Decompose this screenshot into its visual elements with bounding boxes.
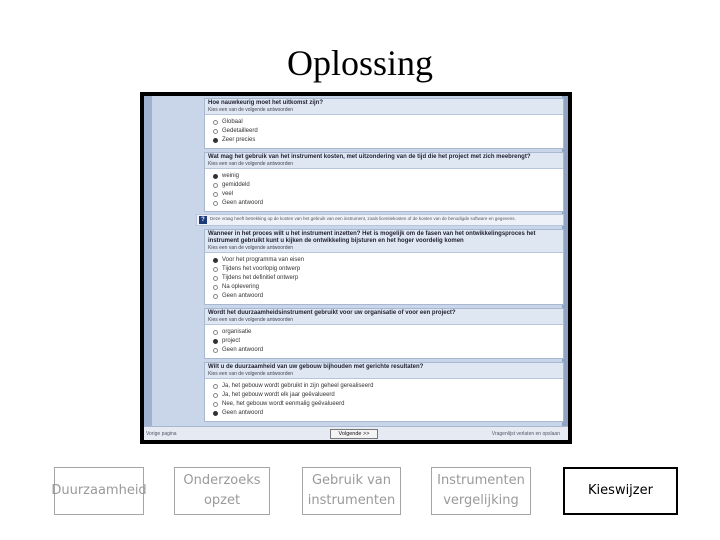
option-label: veel [222,191,234,197]
question-subtitle: Kies een van de volgende antwoorden [208,161,294,167]
survey-screenshot [140,92,572,444]
question-header [205,153,563,169]
nav-button-instrumenten-vergelijking[interactable]: Instrumenten vergelijking [431,467,531,515]
radio-button-selected[interactable] [213,411,218,416]
option-label: gemiddeld [222,182,250,188]
option-label: Na oplevering [222,284,260,290]
option-label: Geen antwoord [222,347,264,353]
question-list [201,98,564,425]
option-label: Geen antwoord [222,293,264,299]
option-label: Voor het programma van eisen [222,257,305,263]
question-header [205,230,563,253]
question-subtitle: Kies een van de volgende antwoorden [208,317,294,323]
option-row[interactable] [213,118,559,127]
question-block-accuracy [204,98,564,149]
option-row[interactable] [213,274,559,283]
option-list [209,382,559,418]
question-title: Hoe nauwkeurig moet het uitkomst zijn? [208,100,324,106]
question-title: Wat mag het gebruik van het instrument kosten, met uitzondering van de tijd die het project met zich meebrengt? [208,154,531,160]
radio-button[interactable] [213,276,218,281]
option-row[interactable] [213,292,559,301]
option-list [209,256,559,301]
option-row[interactable] [213,346,559,355]
option-label: Geen antwoord [222,410,264,416]
survey-footer [144,426,568,440]
radio-button[interactable] [213,330,218,335]
option-label: Tijdens het definitief ontwerp [222,275,299,281]
radio-button[interactable] [213,192,218,197]
question-title: Wordt het duurzaamheidsinstrument gebruikt voor uw organisatie of voor een project? [208,310,456,316]
radio-button[interactable] [213,267,218,272]
option-label: Globaal [222,119,243,125]
option-row[interactable] [213,382,559,391]
question-title: Wanneer in het proces wilt u het instrument inzetten? Het is mogelijk om de fasen van het ontwikkelingsproces het instrument gebruikt kunt u kijken de ontwikkeling bijsturen en het hoger voordelig komen [208,231,536,244]
option-row[interactable] [213,190,559,199]
question-header [205,99,563,115]
option-row[interactable] [213,391,559,400]
left-gutter [144,96,152,440]
option-label: Ja, het gebouw wordt gebruikt in zijn geheel gerealiseerd [222,383,374,389]
radio-button[interactable] [213,393,218,398]
option-row[interactable] [213,256,559,265]
question-header [205,363,563,379]
previous-page-link[interactable]: Vorige pagina [146,431,177,437]
help-note [196,214,564,226]
question-mark-icon[interactable]: ? [199,216,207,224]
radio-button-selected[interactable] [213,174,218,179]
question-title: Wilt u de duurzaamheid van uw gebouw bijhouden met gerichte resultaten? [208,364,424,370]
question-block-timing [204,229,564,305]
radio-button-selected[interactable] [213,258,218,263]
question-block-cost [204,152,564,212]
question-header [205,309,563,325]
option-row[interactable] [213,328,559,337]
option-label: Geen antwoord [222,200,264,206]
radio-button[interactable] [213,294,218,299]
question-block-monitoring [204,362,564,422]
nav-button-kieswijzer[interactable]: Kieswijzer [563,467,678,515]
option-row[interactable] [213,283,559,292]
option-row[interactable] [213,199,559,208]
option-row[interactable] [213,136,559,145]
question-subtitle: Kies een van de volgende antwoorden [208,371,294,377]
slide-title: Oplossing [286,43,434,83]
radio-button-selected[interactable] [213,339,218,344]
nav-button-duurzaamheid[interactable]: Duurzaamheid [54,467,144,515]
help-text: Deze vraag heeft betrekking op de kosten van het gebruik van een instrument, zoals licentiekosten of de kosten van de benodigde software en gegevens. [210,216,516,221]
option-row[interactable] [213,400,559,409]
radio-button[interactable] [213,384,218,389]
option-label: Zeer precies [222,137,256,143]
option-row[interactable] [213,172,559,181]
option-row[interactable] [213,265,559,274]
option-row[interactable] [213,181,559,190]
radio-button-selected[interactable] [213,138,218,143]
option-label: Ja, het gebouw wordt elk jaar geëvalueerd [222,392,335,398]
option-list [209,328,559,355]
question-subtitle: Kies een van de volgende antwoorden [208,107,294,113]
option-label: organisatie [222,329,252,335]
option-label: weinig [222,173,240,179]
option-label: Tijdens het voorlopig ontwerp [222,266,301,272]
option-label: Gedetailleerd [222,128,258,134]
nav-button-gebruik-van-instrumenten[interactable]: Gebruik van instrumenten [302,467,401,515]
survey-page [144,96,568,440]
option-list [209,118,559,145]
radio-button[interactable] [213,129,218,134]
option-row[interactable] [213,337,559,346]
radio-button[interactable] [213,183,218,188]
option-list [209,172,559,208]
question-subtitle: Kies een van de volgende antwoorden [208,245,294,251]
radio-button[interactable] [213,402,218,407]
question-block-scope [204,308,564,359]
option-row[interactable] [213,127,559,136]
radio-button[interactable] [213,348,218,353]
next-button[interactable]: Volgende >> [330,429,378,439]
option-label: project [222,338,241,344]
radio-button[interactable] [213,201,218,206]
nav-button-onderzoeksopzet[interactable]: Onderzoeks opzet [174,467,270,515]
radio-button[interactable] [213,285,218,290]
exit-and-save-link[interactable]: Vragenlijst verlaten en opslaan [491,431,560,437]
radio-button[interactable] [213,120,218,125]
option-label: Nee, het gebouw wordt eenmalig geëvalueerd [222,401,345,407]
option-row[interactable] [213,409,559,418]
